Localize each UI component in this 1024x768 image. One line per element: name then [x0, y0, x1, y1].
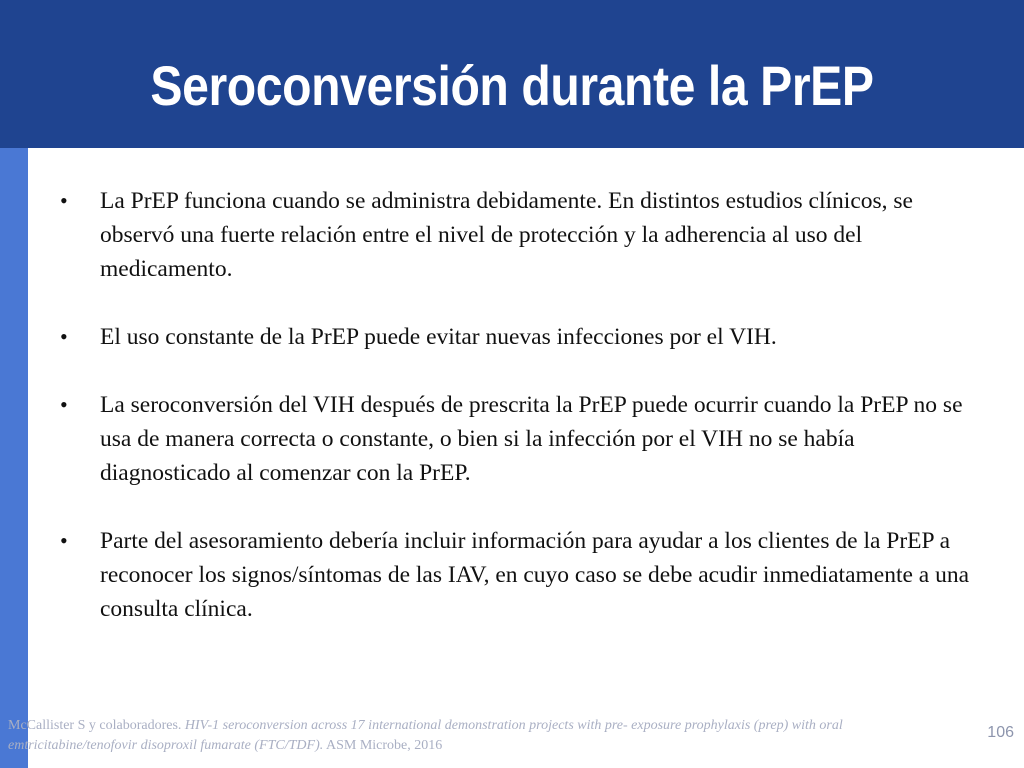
citation [8, 716, 948, 756]
side-accent-bar [0, 148, 28, 768]
citation-authors: McCallister S y colaboradores. [8, 718, 182, 733]
bullet-text: El uso constante de la PrEP puede evitar nuevas infecciones por el VIH. [100, 324, 777, 350]
bullet-item [60, 184, 980, 286]
page-number: 106 [987, 724, 1014, 741]
bullet-text: La PrEP funciona cuando se administra debidamente. En distintos estudios clínicos, se observó una fuerte relación entre el nivel de protección y la adherencia al uso del medicamento. [100, 188, 913, 282]
bullet-marker: • [60, 392, 68, 417]
bullet-item [60, 388, 980, 490]
slide-title: Seroconversión durante la PrEP [150, 54, 874, 117]
bullet-text: La seroconversión del VIH después de prescrita la PrEP puede ocurrir cuando la PrEP no se usa de manera correcta o constante, o bien si la infección por el VIH no se había diagnosticado al comenzar con la PrEP. [100, 392, 963, 486]
bullet-list [60, 184, 980, 660]
citation-work: HIV-1 seroconversion across 17 international demonstration projects with pre- exposure prophylaxis (prep) with oral emtricitabine/tenofovir disoproxil fumarate (FTC/TDF). [8, 718, 843, 753]
bullet-marker: • [60, 528, 68, 553]
bullet-marker: • [60, 324, 68, 349]
bullet-item [60, 524, 980, 626]
citation-source: ASM Microbe, 2016 [325, 738, 443, 753]
bullet-marker: • [60, 188, 68, 213]
bullet-item [60, 320, 980, 354]
bullet-text: Parte del asesoramiento debería incluir información para ayudar a los clientes de la PrEP a reconocer los signos/síntomas de las IAV, en cuyo caso se debe acudir inmediatamente a una consulta clínica. [100, 528, 970, 622]
